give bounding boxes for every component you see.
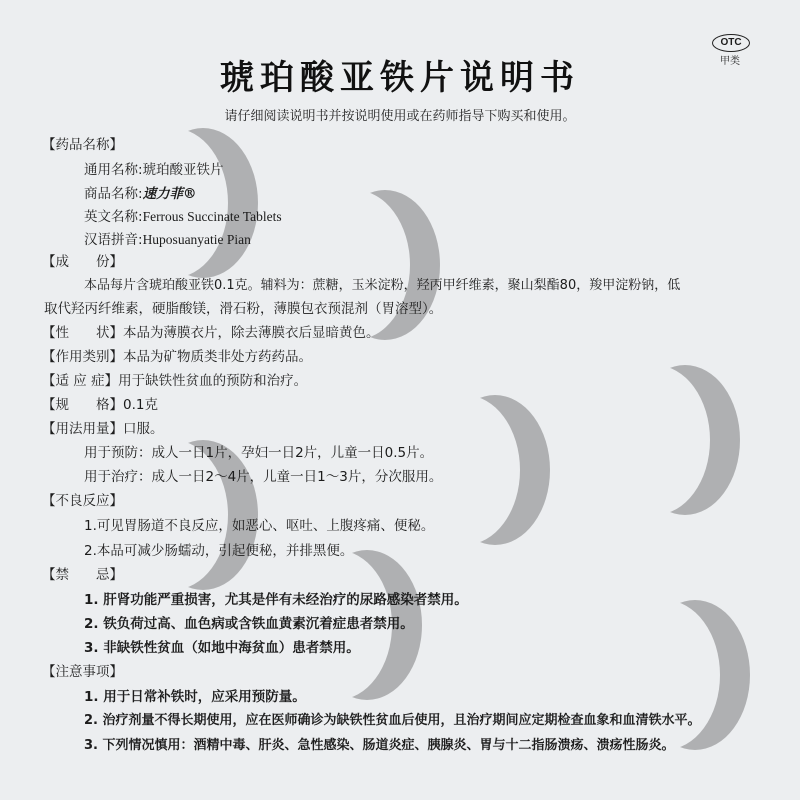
contraindication-item: 1. 肝肾功能严重损害，尤其是伴有未经治疗的尿路感染者禁用。 <box>84 592 468 608</box>
crescent-watermark <box>118 128 228 278</box>
pinyin-value: Huposuanyatie Pian <box>142 232 251 247</box>
category-row <box>42 348 312 366</box>
precaution-item: 2. 治疗剂量不得长期使用，应在医师确诊为缺铁性贫血后使用，且治疗期间应定期检查血象和血清铁水平。 <box>84 713 701 728</box>
contraindication-item: 2. 铁负荷过高、血色病或含铁血黄素沉着症患者禁用。 <box>84 616 414 632</box>
trade-name-label: 商品名称: <box>84 186 143 202</box>
dosage-text: 口服。 <box>123 421 164 437</box>
section-heading-adverse: 【不良反应】 <box>42 493 123 509</box>
page-subtitle: 请仔细阅读说明书并按说明使用或在药师指导下购买和使用。 <box>224 109 576 124</box>
composition-line-1: 本品每片含琥珀酸亚铁0.1克。辅料为：蔗糖，玉米淀粉，羟丙甲纤维素，聚山梨酯80，羧甲淀粉钠，低 <box>84 278 681 293</box>
composition-line-2: 取代羟丙纤维素，硬脂酸镁，滑石粉，薄膜包衣预混剂（胃溶型）。 <box>44 301 443 317</box>
contraindication-item: 3. 非缺铁性贫血（如地中海贫血）患者禁用。 <box>84 640 360 656</box>
category-text: 本品为矿物质类非处方药药品。 <box>123 349 312 365</box>
crescent-watermark <box>600 365 710 515</box>
generic-name-value: 琥珀酸亚铁片 <box>142 162 224 178</box>
precaution-item: 3. 下列情况慎用：酒精中毒、肝炎、急性感染、肠道炎症、胰腺炎、胃与十二指肠溃疡、溃疡性肠炎。 <box>84 738 675 753</box>
section-heading-contraindication: 【禁 忌】 <box>42 567 123 583</box>
character-text: 本品为薄膜衣片，除去薄膜衣后显暗黄色。 <box>123 325 380 341</box>
specification-row <box>42 396 158 414</box>
crescent-watermark <box>118 440 228 590</box>
page-title: 琥珀酸亚铁片说明书 <box>220 58 580 98</box>
section-heading-dosage: 【用法用量】 <box>42 421 123 437</box>
dosage-prevention: 用于预防：成人一日1片，孕妇一日2片，儿童一日0.5片。 <box>84 445 434 461</box>
character-row <box>42 324 380 342</box>
indication-row <box>42 372 307 390</box>
english-name-row <box>84 208 282 226</box>
english-name-label: 英文名称: <box>84 209 143 225</box>
pinyin-row <box>84 231 251 249</box>
specification-text: 0.1克 <box>123 397 158 413</box>
section-heading-indication: 【适 应 症】 <box>42 373 119 389</box>
section-heading-name: 【药品名称】 <box>42 137 123 153</box>
adverse-item: 1.可见胃肠道不良反应，如恶心、呕吐、上腹疼痛、便秘。 <box>84 518 435 534</box>
section-heading-specification: 【规 格】 <box>42 397 123 413</box>
otc-badge: OTC <box>712 34 750 52</box>
section-heading-precautions: 【注意事项】 <box>42 664 123 680</box>
section-heading-category: 【作用类别】 <box>42 349 123 365</box>
dosage-treatment: 用于治疗：成人一日2～4片，儿童一日1～3片，分次服用。 <box>84 469 443 485</box>
generic-name-label: 通用名称: <box>84 162 143 178</box>
generic-name-row <box>84 161 224 179</box>
trade-name-row <box>84 185 197 203</box>
adverse-item: 2.本品可减少肠蠕动，引起便秘，并排黑便。 <box>84 543 354 559</box>
section-heading-composition: 【成 份】 <box>42 254 123 270</box>
otc-category: 甲类 <box>720 56 740 67</box>
pinyin-label: 汉语拼音: <box>84 232 143 248</box>
indication-text: 用于缺铁性贫血的预防和治疗。 <box>118 373 308 389</box>
dosage-row <box>42 420 164 438</box>
trade-name-value: 速力菲® <box>142 186 197 202</box>
precaution-item: 1. 用于日常补铁时，应采用预防量。 <box>84 689 306 705</box>
english-name-value: Ferrous Succinate Tablets <box>142 209 282 224</box>
section-heading-character: 【性 状】 <box>42 325 123 341</box>
